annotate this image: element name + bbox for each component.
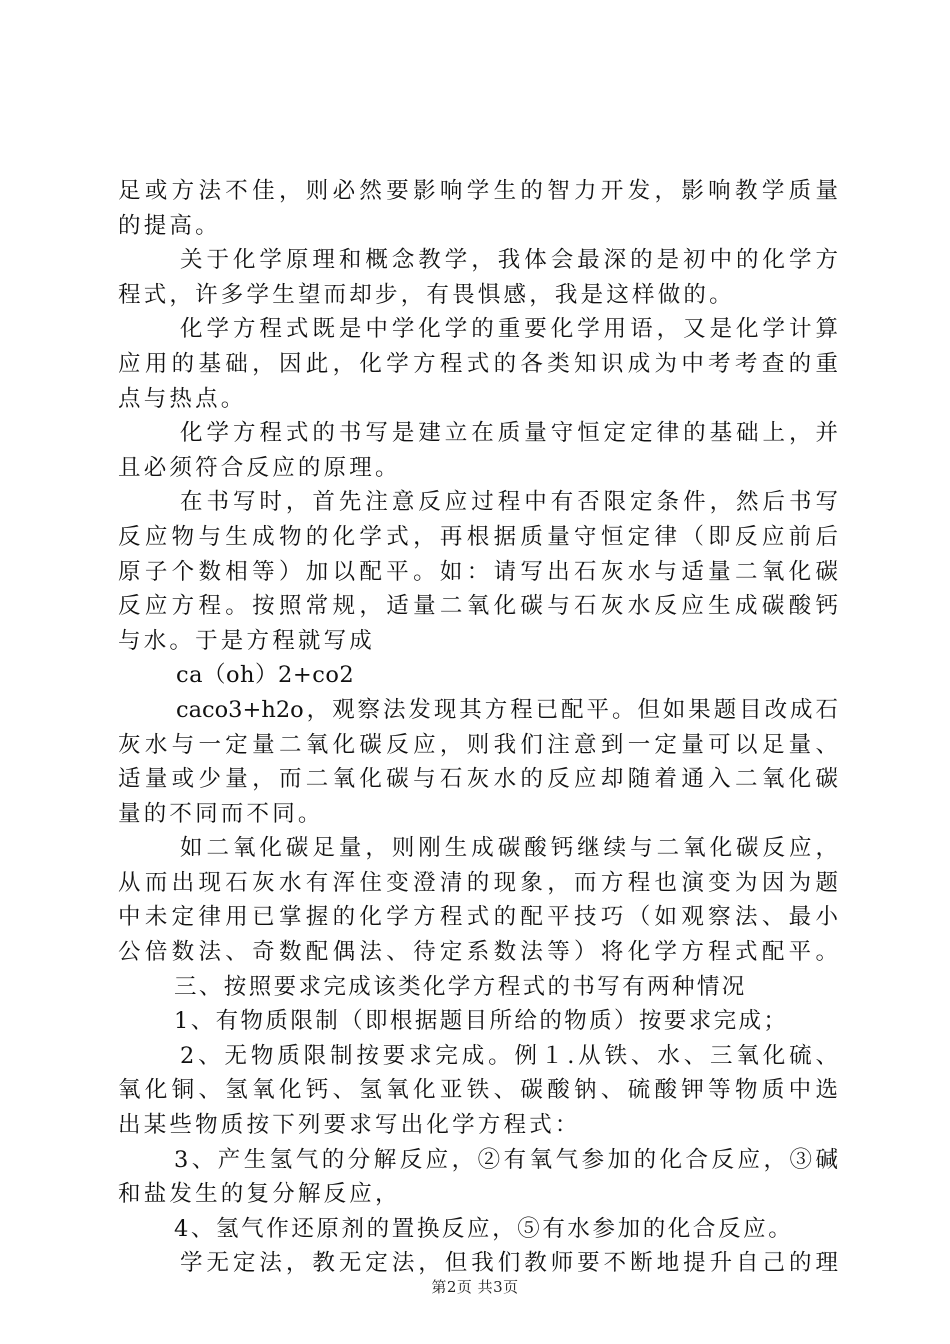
text-line: 如二氧化碳足量，则刚生成碳酸钙继续与二氧化碳反应， xyxy=(180,835,838,862)
text-line: 三、按照要求完成该类化学方程式的书写有两种情况 xyxy=(174,973,747,1000)
text-line: 氧化铜、氢氧化钙、氢氧化亚铁、碳酸钠、硫酸钾等物质中选 xyxy=(118,1077,838,1104)
text-line: 的提高。 xyxy=(118,212,221,239)
body-text xyxy=(118,174,838,1281)
text-line: ca（oh）2+co2 xyxy=(176,662,355,689)
text-line: 化学方程式的书写是建立在质量守恒定定律的基础上，并 xyxy=(180,420,838,447)
text-line: 3、产生氢气的分解反应，②有氧气参加的化合反应，③碱 xyxy=(174,1146,838,1173)
text-line: 关于化学原理和概念教学，我体会最深的是初中的化学方 xyxy=(180,247,838,274)
text-line: 1、有物质限制（即根据题目所给的物质）按要求完成； xyxy=(174,1008,789,1035)
text-line: 原子个数相等）加以配平。如：请写出石灰水与适量二氧化碳 xyxy=(118,558,838,585)
text-line: 化学方程式既是中学化学的重要化学用语，又是化学计算 xyxy=(180,316,838,343)
text-line: 在书写时，首先注意反应过程中有否限定条件，然后书写 xyxy=(180,489,838,516)
text-line: 学无定法，教无定法，但我们教师要不断地提升自己的理 xyxy=(180,1250,838,1277)
text-line: 2、无物质限制按要求完成。例１.从铁、水、三氧化硫、 xyxy=(180,1042,838,1069)
text-line: 从而出现石灰水有浑住变澄清的现象，而方程也演变为因为题 xyxy=(118,869,838,896)
text-line: 程式，许多学生望而却步，有畏惧感，我是这样做的。 xyxy=(118,281,735,308)
text-line: 出某些物质按下列要求写出化学方程式： xyxy=(118,1112,581,1139)
text-line: 4、氢气作还原剂的置换反应，⑤有水参加的化合反应。 xyxy=(174,1215,794,1242)
text-line: 反应方程。按照常规，适量二氧化碳与石灰水反应生成碳酸钙 xyxy=(118,593,838,620)
text-line: 适量或少量，而二氧化碳与石灰水的反应却随着通入二氧化碳 xyxy=(118,766,838,793)
text-line: 和盐发生的复分解反应， xyxy=(118,1181,401,1208)
text-line: 足或方法不佳，则必然要影响学生的智力开发，影响教学质量 xyxy=(118,178,838,204)
text-line: 公倍数法、奇数配偶法、待定系数法等）将化学方程式配平。 xyxy=(118,939,838,966)
text-line: 反应物与生成物的化学式，再根据质量守恒定律（即反应前后 xyxy=(118,523,838,550)
text-line: 与水。于是方程就写成 xyxy=(118,627,376,654)
page-footer: 第2页 共3页 xyxy=(431,1278,519,1296)
text-line: caco3+h2o，观察法发现其方程已配平。但如果题目改成石 xyxy=(176,696,838,723)
text-line: 点与热点。 xyxy=(118,385,247,412)
text-line: 应用的基础，因此，化学方程式的各类知识成为中考考查的重 xyxy=(118,350,838,377)
text-line: 灰水与一定量二氧化碳反应，则我们注意到一定量可以足量、 xyxy=(118,731,838,758)
text-line: 中未定律用已掌握的化学方程式的配平技巧（如观察法、最小 xyxy=(118,904,838,931)
text-line: 量的不同而不同。 xyxy=(118,800,324,827)
text-line: 且必须符合反应的原理。 xyxy=(118,454,401,481)
